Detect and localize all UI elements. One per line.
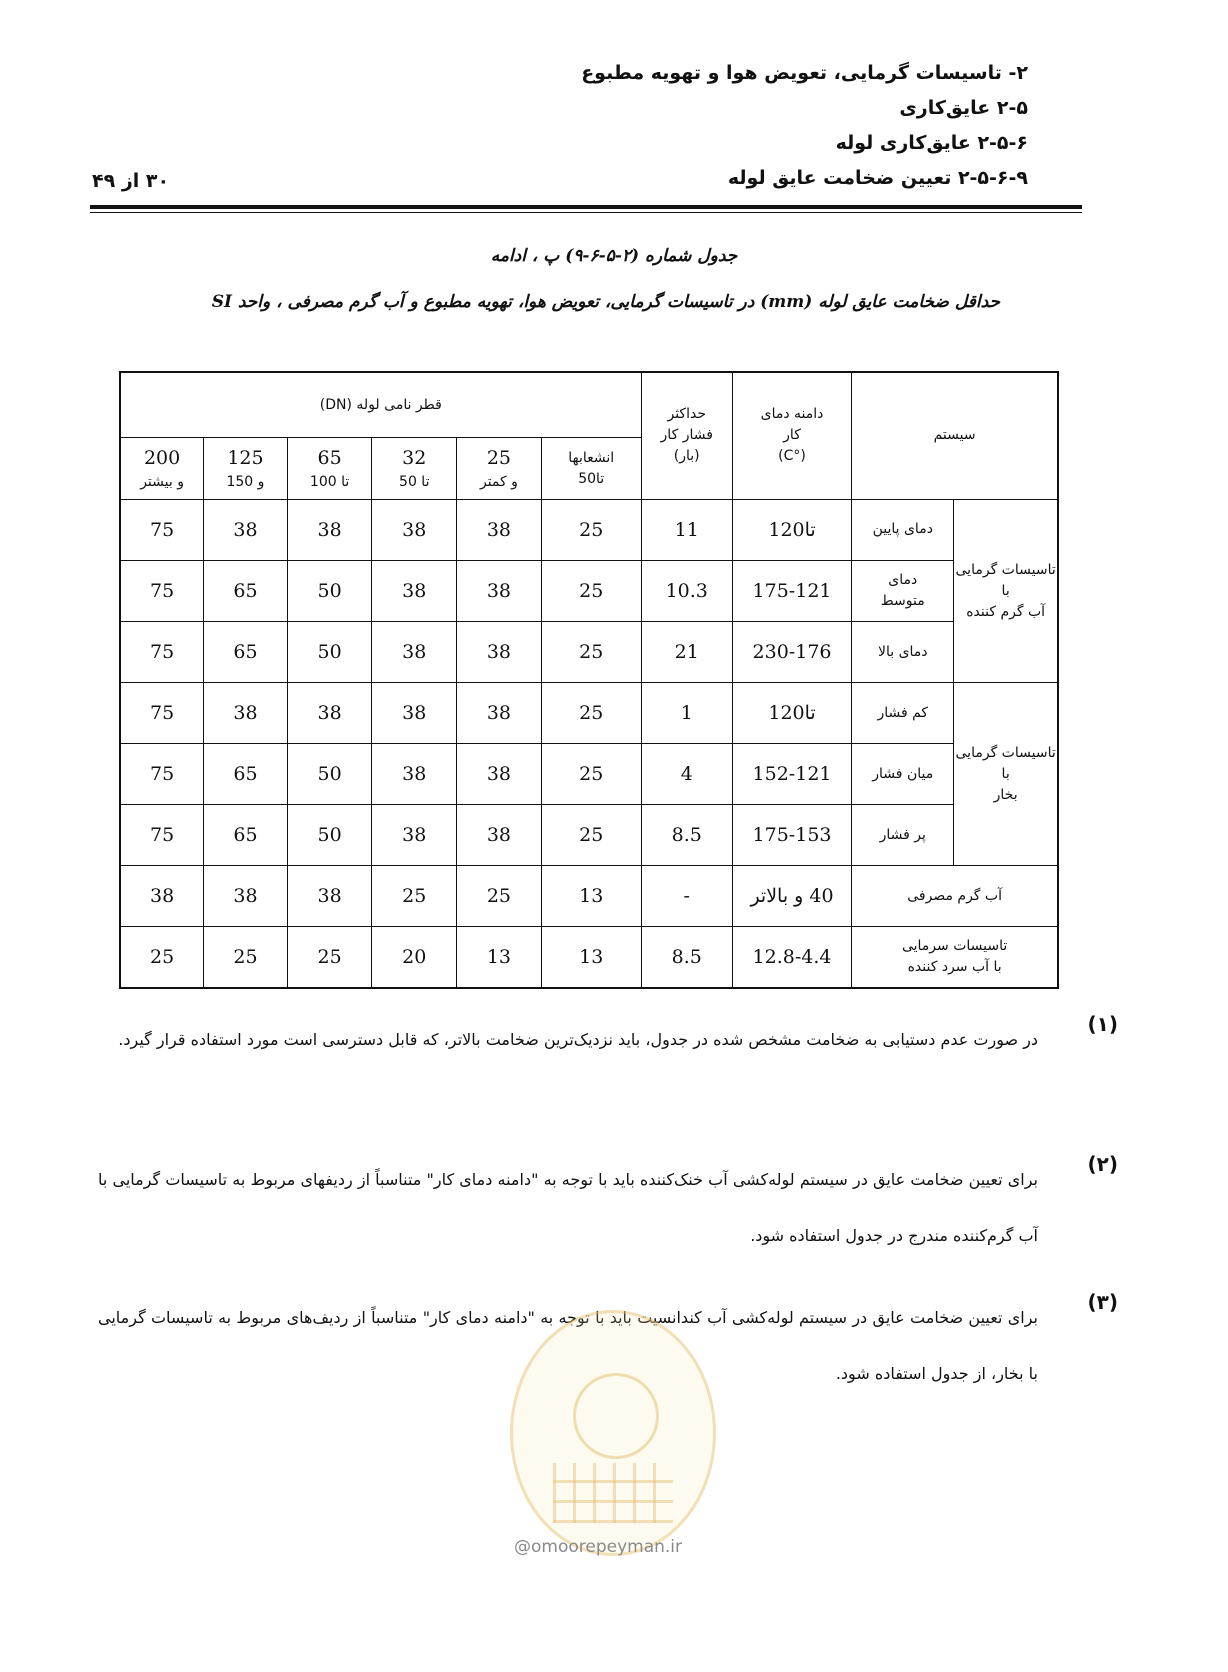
system-label-line: با آب سرد کننده bbox=[907, 959, 1002, 976]
thickness-cell: 38 bbox=[287, 866, 372, 927]
dn-column-header-line: تا50 bbox=[578, 470, 605, 487]
thickness-cell: 38 bbox=[372, 561, 457, 622]
temp-range-cell: 152-121 bbox=[732, 744, 851, 805]
max-pressure-header-line: حداکثر bbox=[667, 406, 706, 423]
system-group-label-line: آب گرم کننده bbox=[966, 603, 1046, 620]
thickness-cell: 38 bbox=[457, 683, 542, 744]
temp-range-cell: 175-121 bbox=[732, 561, 851, 622]
temp-range-header-line: (°C) bbox=[778, 448, 806, 465]
dn-column-header-line: 32 bbox=[402, 446, 427, 469]
note-number: (۲) bbox=[1087, 1152, 1118, 1176]
thickness-cell: 25 bbox=[541, 744, 641, 805]
subsystem-label bbox=[852, 561, 954, 622]
header-row-1 bbox=[120, 372, 1058, 438]
system-group-label-line: با bbox=[1001, 582, 1010, 599]
subsystem-label-line: پر فشار bbox=[879, 826, 926, 843]
system-label bbox=[852, 927, 1058, 988]
thickness-cell: 50 bbox=[287, 744, 372, 805]
gear-icon bbox=[573, 1373, 659, 1459]
temp-range-cell: تا120 bbox=[732, 683, 851, 744]
subsystem-label-line: کم فشار bbox=[877, 704, 929, 721]
subsystem-label-line: دمای پایین bbox=[872, 521, 933, 538]
table-row bbox=[120, 805, 1058, 866]
thickness-cell: 25 bbox=[287, 927, 372, 988]
thickness-cell: 13 bbox=[541, 927, 641, 988]
header-rule-thin bbox=[90, 212, 1082, 213]
subsystem-label-line: متوسط bbox=[880, 593, 925, 610]
dn-column-header-line: انشعابها bbox=[568, 449, 615, 466]
system-label bbox=[852, 866, 1058, 927]
insulation-table bbox=[119, 371, 1059, 989]
watermark-seal bbox=[510, 1310, 716, 1556]
pressure-cell: - bbox=[641, 866, 732, 927]
max-pressure-header bbox=[641, 372, 732, 499]
table-row bbox=[120, 561, 1058, 622]
thickness-cell: 13 bbox=[541, 866, 641, 927]
thickness-cell: 25 bbox=[541, 561, 641, 622]
building-icon bbox=[553, 1463, 673, 1523]
thickness-cell: 75 bbox=[120, 744, 204, 805]
dn-header-label: قطر نامی لوله (DN) bbox=[319, 396, 442, 413]
thickness-cell: 38 bbox=[372, 805, 457, 866]
system-label-line: تاسیسات سرمایی bbox=[901, 938, 1008, 955]
max-pressure-header-line: (بار) bbox=[673, 448, 700, 465]
table-row bbox=[120, 499, 1058, 560]
dn-column-header bbox=[457, 438, 542, 500]
thickness-cell: 38 bbox=[457, 499, 542, 560]
system-group-label bbox=[954, 683, 1058, 866]
subsystem-label bbox=[852, 499, 954, 560]
thickness-cell: 50 bbox=[287, 561, 372, 622]
header-line-1: ۲- تاسیسات گرمایی، تعویض هوا و تهویه مطبوع bbox=[581, 62, 1028, 84]
note-number: (۳) bbox=[1087, 1290, 1118, 1314]
dn-column-header-line: و بیشتر bbox=[140, 474, 184, 491]
table-row bbox=[120, 622, 1058, 683]
thickness-cell: 38 bbox=[287, 683, 372, 744]
thickness-cell: 38 bbox=[372, 744, 457, 805]
thickness-cell: 38 bbox=[457, 622, 542, 683]
thickness-cell: 50 bbox=[287, 805, 372, 866]
thickness-cell: 38 bbox=[457, 805, 542, 866]
note-text: برای تعیین ضخامت عایق در سیستم لوله‌کشی آب خنک‌کننده باید با توجه به "دامنه دمای کار" متناسباً از ردیفهای مربوط به تاسیسات گرمایی با آب گرم‌کننده مندرج در جدول استفاده شود. bbox=[98, 1170, 1038, 1245]
thickness-cell: 65 bbox=[204, 805, 288, 866]
temp-range-cell: 230-176 bbox=[732, 622, 851, 683]
note-item bbox=[98, 1152, 1118, 1264]
thickness-cell: 75 bbox=[120, 622, 204, 683]
thickness-cell: 38 bbox=[204, 683, 288, 744]
thickness-cell: 25 bbox=[541, 683, 641, 744]
dn-column-header-line: 200 bbox=[143, 446, 181, 469]
thickness-cell: 38 bbox=[120, 866, 204, 927]
note-text: برای تعیین ضخامت عایق در سیستم لوله‌کشی آب کندانسیت باید با توجه به "دامنه دمای کار" متناسباً از ردیف‌های مربوط به تاسیسات گرمایی با بخار، از جدول استفاده شود. bbox=[98, 1308, 1038, 1383]
temp-range-header bbox=[732, 372, 851, 499]
thickness-cell: 38 bbox=[457, 561, 542, 622]
note-text: در صورت عدم دستیابی به ضخامت مشخص شده در جدول، باید نزدیک‌ترین ضخامت بالاتر، که قابل دسترسی است مورد استفاده قرار گیرد. bbox=[118, 1030, 1038, 1049]
header-line-4: ۲-۵-۶-۹ تعیین ضخامت عایق لوله bbox=[727, 167, 1028, 189]
thickness-cell: 38 bbox=[204, 866, 288, 927]
pressure-cell: 11 bbox=[641, 499, 732, 560]
dn-column-header-line: تا 50 bbox=[399, 474, 430, 491]
dn-column-header bbox=[541, 438, 641, 500]
table-row bbox=[120, 866, 1058, 927]
table-row bbox=[120, 683, 1058, 744]
header-rule-thick bbox=[90, 205, 1082, 209]
table-caption: جدول شماره (۲-۵-۶-۹) پ ، ادامه bbox=[490, 246, 738, 266]
dn-column-header bbox=[372, 438, 457, 500]
subsystem-label bbox=[852, 683, 954, 744]
pressure-cell: 4 bbox=[641, 744, 732, 805]
thickness-cell: 13 bbox=[457, 927, 542, 988]
thickness-cell: 25 bbox=[204, 927, 288, 988]
header-line-3: ۲-۵-۶ عایق‌کاری لوله bbox=[835, 132, 1028, 154]
dn-column-header bbox=[204, 438, 288, 500]
thickness-cell: 65 bbox=[204, 622, 288, 683]
dn-column-header-line: و کمتر bbox=[479, 474, 518, 491]
subsystem-label-line: دمای بالا bbox=[877, 643, 928, 660]
system-group-label-line: تاسیسات گرمایی با bbox=[955, 744, 1056, 782]
system-label-line: آب گرم مصرفی bbox=[907, 887, 1002, 904]
temp-range-cell: تا120 bbox=[732, 499, 851, 560]
thickness-cell: 75 bbox=[120, 805, 204, 866]
dn-column-header bbox=[120, 438, 204, 500]
subsystem-label-line: دمای bbox=[888, 572, 918, 589]
system-header-label: سیستم bbox=[933, 427, 976, 444]
dn-column-header-line: و 150 bbox=[226, 474, 265, 491]
thickness-cell: 38 bbox=[372, 499, 457, 560]
thickness-cell: 25 bbox=[120, 927, 204, 988]
pressure-cell: 1 bbox=[641, 683, 732, 744]
note-item bbox=[98, 1012, 1118, 1068]
dn-header bbox=[120, 372, 641, 438]
thickness-cell: 75 bbox=[120, 683, 204, 744]
dn-column-header bbox=[287, 438, 372, 500]
thickness-cell: 25 bbox=[457, 866, 542, 927]
thickness-cell: 25 bbox=[541, 499, 641, 560]
page-number: ۳۰ از ۴۹ bbox=[92, 170, 170, 192]
thickness-cell: 75 bbox=[120, 499, 204, 560]
note-number: (۱) bbox=[1087, 1012, 1118, 1036]
thickness-cell: 75 bbox=[120, 561, 204, 622]
thickness-cell: 38 bbox=[457, 744, 542, 805]
system-group-label-line: بخار bbox=[993, 786, 1018, 803]
pressure-cell: 10.3 bbox=[641, 561, 732, 622]
dn-column-header-line: 65 bbox=[317, 446, 342, 469]
table-row bbox=[120, 927, 1058, 988]
thickness-cell: 38 bbox=[204, 499, 288, 560]
pressure-cell: 8.5 bbox=[641, 805, 732, 866]
system-group-label-line: تاسیسات گرمایی bbox=[955, 561, 1056, 578]
dn-column-header-line: تا 100 bbox=[309, 474, 350, 491]
subsystem-label bbox=[852, 622, 954, 683]
system-group-label bbox=[954, 499, 1058, 682]
temp-range-cell: 175-153 bbox=[732, 805, 851, 866]
thickness-cell: 50 bbox=[287, 622, 372, 683]
subsystem-label bbox=[852, 805, 954, 866]
temp-range-header-line: دامنه دمای bbox=[760, 406, 824, 423]
thickness-cell: 20 bbox=[372, 927, 457, 988]
watermark-handle: @omoorepeyman.ir bbox=[514, 1537, 683, 1557]
thickness-cell: 38 bbox=[372, 622, 457, 683]
thickness-cell: 25 bbox=[541, 805, 641, 866]
header-line-2: ۲-۵ عایق‌کاری bbox=[899, 97, 1028, 119]
pressure-cell: 21 bbox=[641, 622, 732, 683]
thickness-cell: 25 bbox=[541, 622, 641, 683]
max-pressure-header-line: فشار کار bbox=[660, 427, 713, 444]
temp-range-cell: 40 و بالاتر bbox=[732, 866, 851, 927]
dn-column-header-line: 25 bbox=[486, 446, 512, 469]
thickness-cell: 65 bbox=[204, 561, 288, 622]
pressure-cell: 8.5 bbox=[641, 927, 732, 988]
thickness-cell: 38 bbox=[372, 683, 457, 744]
table-subcaption: حداقل ضخامت عایق لوله (mm) در تاسیسات گرمایی، تعویض هوا، تهویه مطبوع و آب گرم مصرفی ، واحد SI bbox=[211, 292, 1000, 312]
thickness-cell: 65 bbox=[204, 744, 288, 805]
system-header bbox=[852, 372, 1058, 499]
thickness-cell: 25 bbox=[372, 866, 457, 927]
dn-column-header-line: 125 bbox=[227, 446, 264, 469]
thickness-cell: 38 bbox=[287, 499, 372, 560]
temp-range-cell: 12.8-4.4 bbox=[732, 927, 851, 988]
table-row bbox=[120, 744, 1058, 805]
subsystem-label-line: میان فشار bbox=[872, 765, 934, 782]
temp-range-header-line: کار bbox=[783, 427, 801, 444]
subsystem-label bbox=[852, 744, 954, 805]
